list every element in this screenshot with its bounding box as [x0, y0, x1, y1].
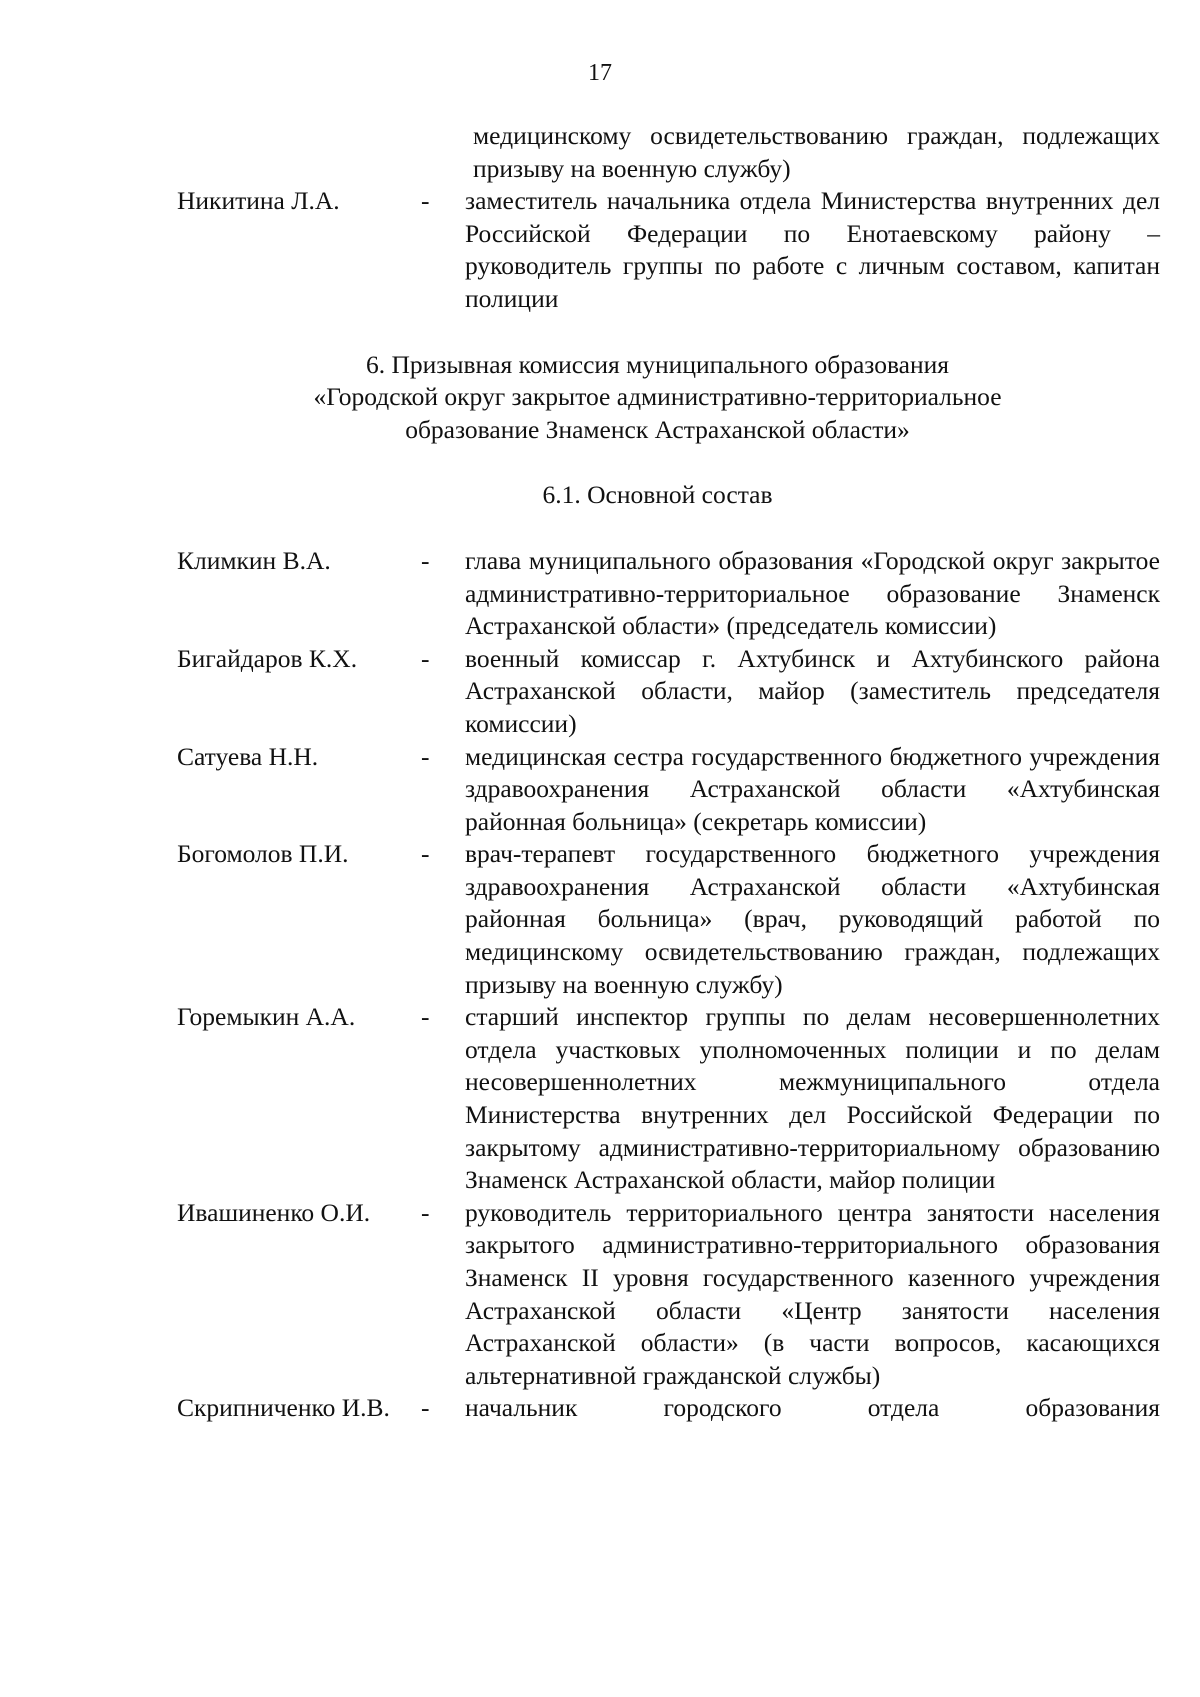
- entry-dash: -: [421, 643, 430, 673]
- commission-member-entry: [177, 1197, 1160, 1393]
- section-title-line: образование Знаменск Астраханской области»: [405, 414, 910, 444]
- entry-dash: -: [421, 545, 430, 575]
- member-name: Скрипниченко И.В.: [177, 1393, 390, 1423]
- member-description: военный комиссар г. Ахтубинск и Ахтубинского района Астраханской области, майор (заместитель председателя комиссии): [465, 643, 1160, 738]
- member-name: Горемыкин А.А.: [177, 1002, 356, 1032]
- member-name: Сатуева Н.Н.: [177, 741, 319, 771]
- entry-dash: -: [421, 839, 430, 869]
- entry-dash: -: [421, 186, 430, 216]
- commission-member-entry: [177, 545, 1160, 643]
- commission-member-entry: [177, 643, 1160, 741]
- commission-member-entry: [177, 741, 1160, 839]
- entry-dash: -: [421, 1197, 430, 1227]
- commission-member-entry: [177, 838, 1160, 1001]
- member-description: заместитель начальника отдела Министерства внутренних дел Российской Федерации по Енотаевскому району – руководитель группы по работе с личным составом, капитан полиции: [465, 186, 1160, 313]
- member-name: Богомолов П.И.: [177, 839, 349, 869]
- entry-dash: -: [421, 1002, 430, 1032]
- member-name: Климкин В.А.: [177, 545, 331, 575]
- section-title-line: «Городской округ закрытое административно-территориальное: [313, 382, 1002, 412]
- member-name: Ивашиненко О.И.: [177, 1197, 371, 1227]
- member-name: Никитина Л.А.: [177, 186, 340, 216]
- commission-member-entry: [177, 1001, 1160, 1197]
- commission-member-entry: [177, 1392, 1160, 1425]
- member-name: Бигайдаров К.Х.: [177, 643, 358, 673]
- member-description: врач-терапевт государственного бюджетного учреждения здравоохранения Астраханской области «Ахтубинская районная больница» (врач, руководящий работой по медицинскому освидетельствованию граждан, подлежащих призыву на военную службу): [465, 839, 1160, 999]
- subsection-title: 6.1. Основной состав: [542, 480, 773, 510]
- section-title-line: 6. Призывная комиссия муниципального образования: [365, 349, 950, 379]
- commission-member-entry: [177, 185, 1160, 315]
- document-content: [177, 120, 1160, 1425]
- page-number: 17: [588, 60, 612, 86]
- entry-dash: -: [421, 741, 430, 771]
- member-description: начальник городского отдела образования: [465, 1393, 1160, 1423]
- member-description: глава муниципального образования «Городской округ закрытое административно-территориальное образование Знаменск Астраханской области» (председатель комиссии): [465, 545, 1160, 641]
- member-description: старший инспектор группы по делам несовершеннолетних отдела участковых уполномоченных полиции и по делам несовершеннолетних межмуниципального отдела Министерства внутренних дел Российской Федерации по закрытому административно-территориальному образованию Знаменск Астраханской области, майор полиции: [465, 1002, 1160, 1195]
- continued-description: медицинскому освидетельствованию граждан, подлежащих призыву на военную службу): [473, 121, 1160, 183]
- member-description: медицинская сестра государственного бюджетного учреждения здравоохранения Астраханской области «Ахтубинская районная больница» (секретарь комиссии): [465, 741, 1160, 836]
- section-title: [177, 349, 1160, 447]
- member-description: руководитель территориального центра занятости населения закрытого административно-территориального образования Знаменск II уровня государственного казенного учреждения Астраханской области «Центр занятости населения Астраханской области» (в части вопросов, касающихся альтернативной гражданской службы): [465, 1197, 1160, 1390]
- entry-dash: -: [421, 1393, 430, 1423]
